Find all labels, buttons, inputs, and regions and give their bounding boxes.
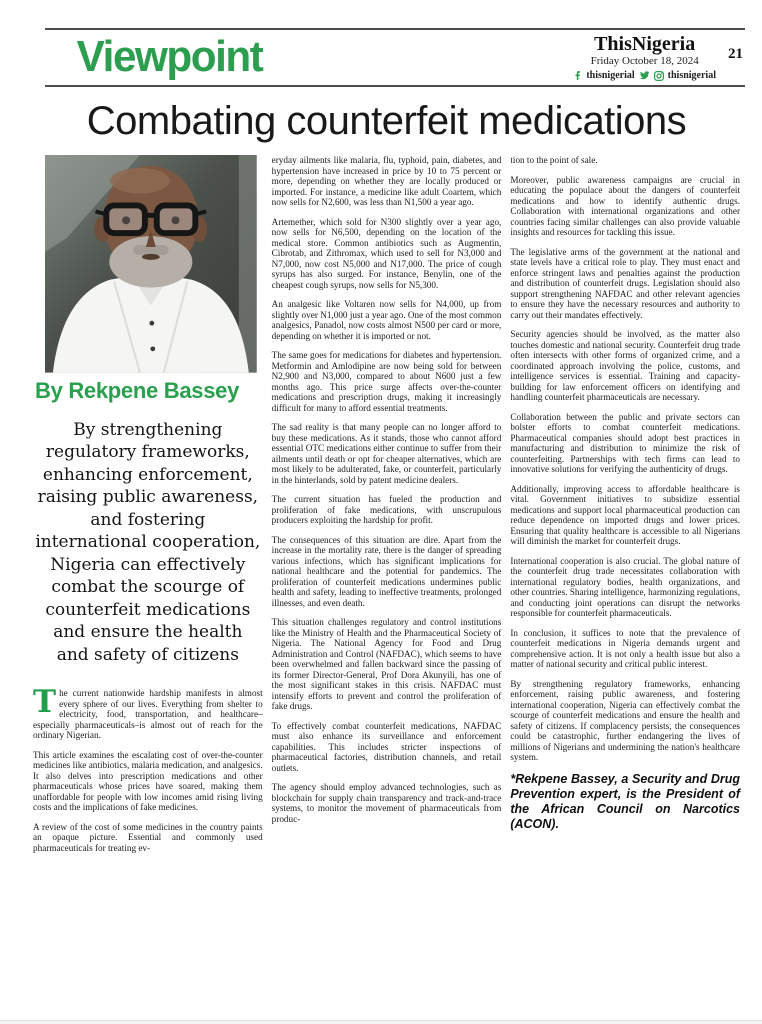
column-2-paragraphs bbox=[272, 155, 502, 824]
instagram-icon bbox=[654, 71, 664, 81]
body-paragraph: Artemether, which sold for N300 slightly over a year ago, now sells for N6,500, depending on the location of the medical store. Common antibiotics such as Augmentin, Cibrotab, and Zithromax, which used to sell for N3,000 and N7,000, now cost N5,000 and N17,000. The price of cough syrups has also surged. For instance, Benylin, one of the cheapest cough syrups, now sells for N5,300. bbox=[271, 216, 502, 290]
byline: By Rekpene Bassey bbox=[35, 377, 240, 403]
pull-quote: By strengthening regulatory frameworks, enhancing enforcement, raising public awareness, and fostering international cooperation, Nigeria can effectively combat the scourge of counterfeit medications and ensure the health and safety of citizens bbox=[35, 419, 261, 665]
drop-cap: T bbox=[33, 684, 57, 721]
facebook-icon bbox=[573, 71, 582, 80]
column-2 bbox=[272, 155, 502, 833]
column-1-paragraphs bbox=[33, 750, 263, 854]
body-paragraph: An analgesic like Voltaren now sells for N4,000, up from slightly over N1,000 just a year ago. One of the most common analgesics, Panadol, now costs almost N500 per card or more, depending on whether it is imported or not. bbox=[271, 299, 502, 341]
body-paragraph: Collaboration between the public and private sectors can bolster efforts to combat counterfeit medications. Pharmaceutical companies should adopt best practices in manufacturing and distribution to minimize the risk of counterfeiting. Partnerships with tech firms can lead to innovative solutions for verifying the authenticity of drugs. bbox=[510, 411, 741, 474]
facebook-handle: thisnigerial bbox=[586, 70, 635, 81]
column-3 bbox=[510, 155, 740, 832]
article-columns bbox=[0, 151, 762, 862]
body-paragraph: The consequences of this situation are dire. Apart from the increase in the mortality rate, there is the danger of spreading various infections, which has significant implications for national healthcare and the potential for pandemics. The proliferation of counterfeit medications undermines public health and safety, leading to ineffective treatments, prolonged illnesses, and even death. bbox=[271, 534, 502, 608]
body-paragraph: eryday ailments like malaria, flu, typhoid, pain, diabetes, and hypertension have increased in price by 10 to 75 percent or more, depending on whether they are locally produced or imported. For instance, a medicine like adult Coartem, which now sells for N2,600, was less than N1,500 a year ago. bbox=[271, 155, 502, 207]
body-paragraph: A review of the cost of some medicines in the country paints an opaque picture. Essential and commonly used pharmaceuticals for treating ev- bbox=[33, 821, 263, 853]
instagram-handle: thisnigerial bbox=[667, 70, 716, 81]
author-photo bbox=[45, 155, 257, 373]
body-paragraph: Security agencies should be involved, as the matter also touches domestic and national security. Counterfeit drug trade often intersects with other forms of organized crime, and a coordinated approach involving the police, customs, and intelligence services is essential. Training and capacity-building for law enforcement officers on identifying and handling counterfeit pharmaceuticals are necessary. bbox=[510, 329, 741, 402]
body-paragraph: To effectively combat counterfeit medications, NAFDAC must also enhance its surveillance and enforcement capabilities. This includes stricter inspections of pharmaceutical factories, distribution channels, and retail outlets. bbox=[271, 720, 502, 773]
column-1 bbox=[33, 155, 263, 862]
social-row bbox=[573, 70, 716, 81]
body-paragraph: tion to the point of sale. bbox=[510, 155, 598, 165]
body-paragraph: This article examines the escalating cost of over-the-counter medicines like antibiotics, malaria medication, and analgesics. It also delves into prescription medications and other pharmaceuticals whose prices have soared, making them unaffordable for people with low incomes amid rising living costs and the implications of fake medicines. bbox=[33, 749, 263, 813]
twitter-icon bbox=[639, 70, 650, 81]
lead-paragraph bbox=[33, 684, 263, 741]
body-paragraph: The agency should employ advanced technologies, such as blockchain for supply chain transparency and track-and-trace systems, to monitor the movement of pharmaceuticals from produc- bbox=[271, 782, 502, 824]
author-footnote: *Rekpene Bassey, a Security and Drug Prevention expert, is the President of the African Council on Narcotics (ACON). bbox=[510, 771, 741, 831]
body-paragraph: Additionally, improving access to affordable healthcare is vital. Government initiatives to subsidize essential medications and support local pharmaceutical production can reduce dependence on imported drugs and lower prices. Ensuring that quality healthcare is accessible to all Nigerians will diminish the market for counterfeit drugs. bbox=[510, 483, 741, 546]
body-paragraph: The sad reality is that many people can no longer afford to buy these medications. As it stands, those who cannot afford essential OTC medications either continue to suffer from their ailments until death or opt for cheaper alternatives, which are most likely to be adulterated, fake, or counterfeit, particularly in the hinterlands, sold by patent medicine dealers. bbox=[271, 422, 502, 485]
body-paragraph: International cooperation is also crucial. The global nature of the counterfeit drug trade necessitates collaboration with international regulatory bodies, health organizations, and other countries. Sharing intelligence, harmonizing regulations, and conducting joint operations can disrupt the networks responsible for counterfeit pharmaceuticals. bbox=[510, 555, 741, 618]
body-paragraph: The same goes for medications for diabetes and hypertension. Metformin and Amlodipine are now being sold for between N2,900 and N3,000, compared to about N600 just a few months ago. This price surge affects over-the-counter medications and prescription drugs, making it increasingly difficult for many to afford essential treatments. bbox=[271, 350, 502, 413]
page-header bbox=[45, 28, 745, 87]
bottom-rule bbox=[0, 1020, 762, 1024]
body-paragraph: By strengthening regulatory frameworks, enhancing enforcement, raising public awareness, and fostering international cooperation, Nigeria can effectively combat the scourge of counterfeit medications and ensure the health and safety of citizens. If complacency persists, the consequences could be catastrophic, further endangering the lives of millions of Nigerians and undermining the nation's healthcare system. bbox=[510, 678, 741, 762]
body-paragraph: The current situation has fueled the production and proliferation of fake medications, with unscrupulous producers exploiting the hardship for profit. bbox=[271, 494, 502, 525]
section-title: Viewpoint bbox=[76, 32, 263, 81]
body-paragraph: The legislative arms of the government at the national and state levels have a critical role to play. They must enact and enforce stringent laws and penalties against the production and distribution of counterfeit drugs. Legislation should also support strengthening NAFDAC and other relevant agencies to ensure they have the necessary resources and authority to carry out their mandates effectively. bbox=[510, 246, 741, 320]
column-3-paragraphs bbox=[510, 155, 740, 763]
headline: Combating counterfeit medications bbox=[86, 99, 687, 143]
lead-text: he current nationwide hardship manifests in almost every sphere of our lives. Everything from shelter to electricity, food, transportation, and healthcare–especially pharmaceuticals–is almost out of reach for the ordinary Nigerian. bbox=[33, 688, 263, 741]
body-paragraph: In conclusion, it suffices to note that the prevalence of counterfeit medications in Nigeria demands urgent and comprehensive action. It is not only a health issue but also a matter of national security and critical public interest. bbox=[510, 627, 741, 669]
body-paragraph: This situation challenges regulatory and control institutions like the Ministry of Health and the Pharmaceutical Society of Nigeria. The National Agency for Food and Drug Administration and Control (NAFDAC), which seems to have been overwhelmed and fallen backward since the passing of its former Director-General, Prof Dora Akunyili, has one of the most significant stakes in this crisis. NAFDAC must intensify efforts to prevent and control the proliferation of fake drugs. bbox=[271, 617, 502, 711]
issue-date: Friday October 18, 2024 bbox=[590, 55, 699, 67]
page-number: 21 bbox=[728, 46, 743, 62]
body-paragraph: Moreover, public awareness campaigns are crucial in educating the populace about the dangers of counterfeit medications and how to identify authentic drugs. Collaboration with international organizations and other countries facing similar challenges can also provide valuable insights and resources for tackling this issue. bbox=[510, 174, 741, 237]
masthead: ThisNigeria bbox=[594, 33, 696, 55]
